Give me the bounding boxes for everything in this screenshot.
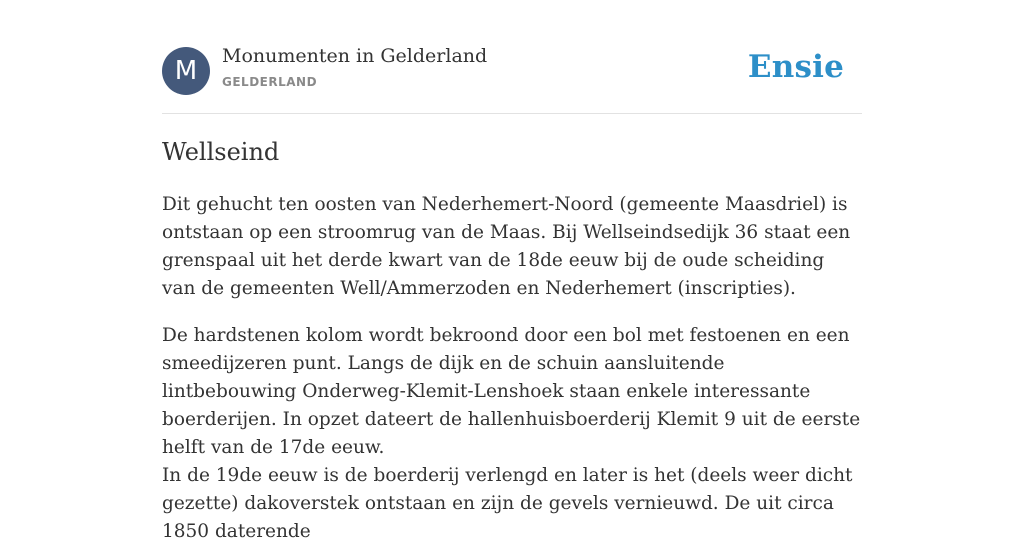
page	[162, 0, 862, 542]
article-title: Wellseind	[162, 138, 280, 166]
brand-logo[interactable]: Ensie	[747, 49, 844, 85]
site-header	[162, 0, 862, 114]
article-paragraph-2: De hardstenen kolom wordt bekroond door een bol met festoenen en een smeedijzeren punt. Langs de dijk en de schuin aansluitende lintbebouwing Onderweg-Klemit-Lenshoek staan enkele interessante boerderijen. In opzet dateert de hallenhuisboerderij Klemit 9 uit de eerste helft van de 17de eeuw.	[162, 325, 861, 458]
article-paragraph-3: In de 19de eeuw is de boerderij verlengd en later is het (deels weer dicht gezette) dakoverstek ontstaan en zijn de gevels vernieuwd. De uit circa 1850 daterende	[162, 465, 853, 542]
site-avatar[interactable]: M	[162, 47, 210, 95]
article-paragraph-1: Dit gehucht ten oosten van Nederhemert-Noord (gemeente Maasdriel) is ontstaan op een stroomrug van de Maas. Bij Wellseindsedijk 36 staat een grenspaal uit het derde kwart van de 18de eeuw bij de oude scheiding van de gemeenten Well/Ammerzoden en Nederhemert (inscripties).	[162, 194, 851, 299]
site-subtitle[interactable]: GELDERLAND	[222, 75, 318, 89]
site-title[interactable]: Monumenten in Gelderland	[222, 45, 488, 67]
